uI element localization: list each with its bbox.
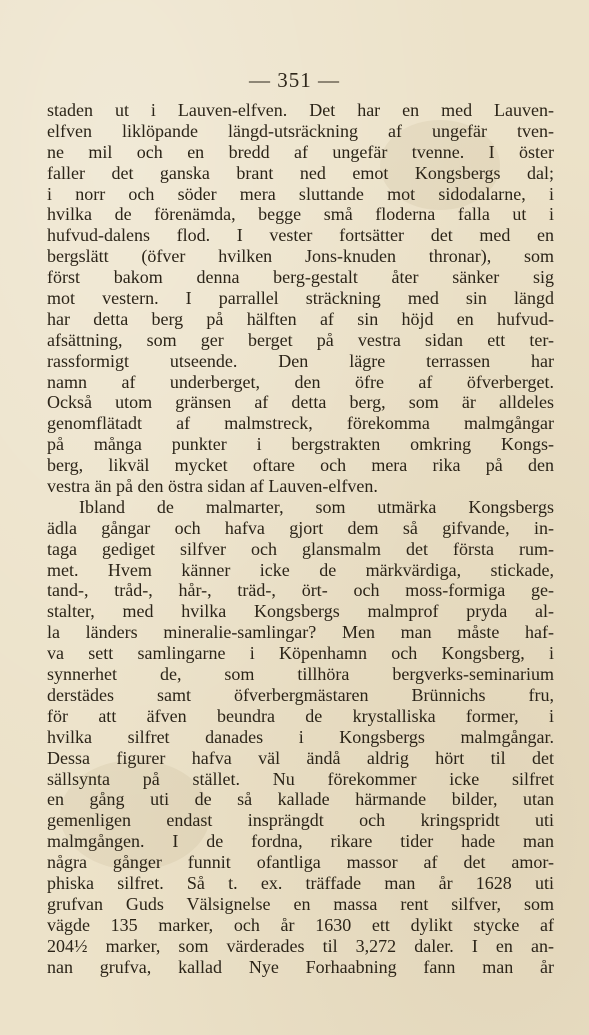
text-line: bergslätt (öfver hvilken Jons-knuden thronar), som <box>47 246 554 267</box>
page-number: — 351 — <box>249 68 340 92</box>
text-line: mot vestern. I parrallel sträckning med sin längd <box>47 288 554 309</box>
text-line: rassformigt utseende. Den lägre terrassen har <box>47 350 554 371</box>
text-line: först bakom denna berg-gestalt åter sänker sig <box>47 267 554 288</box>
text-line: met. Hvem känner icke de märkvärdiga, stickade, <box>47 559 554 580</box>
text-line: la länders mineralie-samlingar? Men man måste haf- <box>47 622 554 643</box>
text-line: Ibland de malmarter, som utmärka Kongsbergs <box>79 496 554 517</box>
text-line: 204½ marker, som värderades til 3,272 daler. I en an- <box>47 935 554 956</box>
text-line: afsättning, som ger berget på vestra sidan ett ter- <box>47 329 554 350</box>
text-line: tand-, tråd-, hår-, träd-, ört- och moss-formiga ge- <box>47 580 554 601</box>
text-line: stalter, med hvilka Kongsbergs malmprof pryda al- <box>47 601 554 622</box>
text-line: hvilka de förenämda, begge små floderna falla ut i <box>47 204 554 225</box>
text-line: elfven liklöpande längd-utsräckning af ungefär tven- <box>47 120 554 141</box>
text-line: ne mil och en bredd af ungefär tvenne. I öster <box>47 141 554 162</box>
text-line: nan grufva, kallad Nye Forhaabning fann man år <box>47 956 554 977</box>
text-line: Dessa figurer hafva väl ändå aldrig hört til det <box>47 747 554 768</box>
text-line: vägde 135 marker, och år 1630 ett dylikt stycke af <box>47 914 554 935</box>
text-line: faller det ganska brant ned emot Kongsbergs dal; <box>47 162 554 183</box>
text-line: hufvud-dalens flod. I vester fortsätter det med en <box>47 225 554 246</box>
body-text <box>47 100 554 977</box>
text-line: taga gediget silfver och glansmalm det första rum- <box>47 538 554 559</box>
text-line: en gång uti de så kallade härmande bilder, utan <box>47 789 554 810</box>
text-line: hvilka silfret danades i Kongsbergs malmgångar. <box>47 726 554 747</box>
text-line: på många punkter i bergstrakten omkring Kongs- <box>47 434 554 455</box>
text-line: grufvan Guds Välsignelse en massa rent silfver, som <box>47 893 554 914</box>
text-line: synnerhet de, som tillhöra bergverks-seminarium <box>47 664 554 685</box>
text-line: sällsynta på stället. Nu förekommer icke silfret <box>47 768 554 789</box>
text-line: phiska silfret. Så t. ex. träffade man år 1628 uti <box>47 872 554 893</box>
text-line: ädla gångar och hafva gjort dem så gifvande, in- <box>47 517 554 538</box>
text-line: staden ut i Lauven-elfven. Det har en med Lauven- <box>47 100 554 120</box>
text-line: har detta berg på hälften af sin höjd en hufvud- <box>47 308 554 329</box>
text-line: för att äfven beundra de krystalliska former, i <box>47 705 554 726</box>
text-line: gemenligen endast insprängdt och kringspridt uti <box>47 810 554 831</box>
text-line: några gånger funnit ofantliga massor af det amor- <box>47 852 554 873</box>
text-line: va sett samlingarne i Köpenhamn och Kongsberg, i <box>47 643 554 664</box>
text-line: derstädes samt öfverbergmästaren Brünnichs fru, <box>47 684 554 705</box>
text-line: malmgången. I de fordna, rikare tider hade man <box>47 831 554 852</box>
text-line: i norr och söder mera sluttande mot sidodalarne, i <box>47 183 554 204</box>
text-line: genomflätadt af malmstreck, förekomma malmgångar <box>47 413 554 434</box>
text-line: namn af underberget, den öfre af öfverberget. <box>47 371 554 392</box>
text-line: vestra än på den östra sidan af Lauven-elfven. <box>47 476 378 497</box>
text-line: berg, likväl mycket oftare och mera rika på den <box>47 455 554 476</box>
text-line: Också utom gränsen af detta berg, som är alldeles <box>47 392 554 413</box>
